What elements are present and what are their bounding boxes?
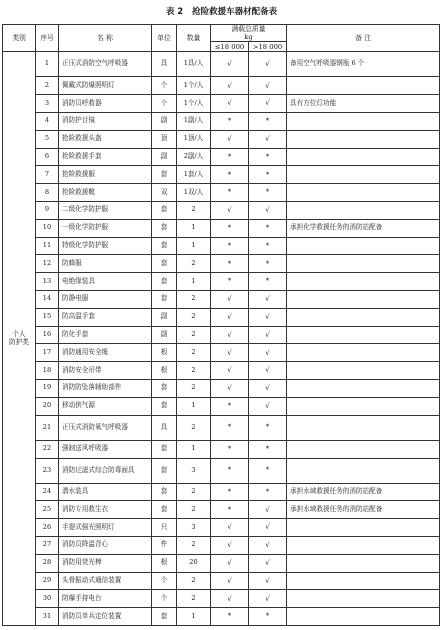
item-name: 抢险救援手套 [59,148,152,166]
item-unit: 个 [152,590,177,608]
item-remark [287,308,440,326]
item-quantity: 3 [177,519,211,537]
item-remark [287,458,440,483]
mark-gt-18000: √ [249,291,287,309]
table-row [3,554,440,572]
item-remark [287,590,440,608]
mark-le-18000: * [211,397,249,415]
item-quantity: 2 [177,362,211,380]
mark-gt-18000: * [249,113,287,131]
mark-gt-18000: √ [249,537,287,555]
item-quantity: 2 [177,483,211,501]
row-number: 10 [36,219,59,237]
mark-gt-18000: * [249,148,287,166]
row-number: 31 [36,608,59,626]
table-row [3,166,440,184]
item-remark [287,537,440,555]
row-number: 16 [36,326,59,344]
item-quantity: 2 [177,501,211,519]
item-remark [287,379,440,397]
item-remark: 备用空气呼吸器钢瓶 6 个 [287,52,440,77]
table-row [3,52,440,77]
mark-le-18000: √ [211,572,249,590]
item-name: 防蜂服 [59,255,152,273]
header-le-18000: ≤18 000 [211,42,249,52]
mark-le-18000: * [211,166,249,184]
row-number: 30 [36,590,59,608]
mark-gt-18000: √ [249,554,287,572]
item-quantity: 2 [177,415,211,440]
item-unit: 套 [152,501,177,519]
item-name: 抢险救援靴 [59,184,152,202]
item-remark [287,572,440,590]
table-row [3,483,440,501]
item-name: 消防通用安全绳 [59,344,152,362]
mark-gt-18000: √ [249,590,287,608]
header-gt-18000: >18 000 [249,42,287,52]
item-name: 消防员单兵定位装置 [59,608,152,626]
table-body [3,52,440,626]
item-remark: 具有方位灯功能 [287,95,440,113]
item-remark [287,291,440,309]
mark-le-18000: * [211,273,249,291]
item-name: 正压式消防空气呼吸器 [59,52,152,77]
mark-le-18000: * [211,113,249,131]
row-number: 14 [36,291,59,309]
table-row [3,273,440,291]
row-number: 7 [36,166,59,184]
item-unit: 套 [152,237,177,255]
mark-gt-18000: √ [249,326,287,344]
item-quantity: 1具/人 [177,52,211,77]
item-name: 防爆手持电台 [59,590,152,608]
item-remark [287,440,440,458]
row-number: 21 [36,415,59,440]
item-quantity: 2 [177,291,211,309]
item-remark [287,184,440,202]
item-name: 强制送风呼吸器 [59,440,152,458]
row-number: 8 [36,184,59,202]
row-number: 9 [36,202,59,220]
mark-gt-18000: * [249,237,287,255]
item-unit: 副 [152,326,177,344]
mark-le-18000: √ [211,519,249,537]
item-name: 潜水装具 [59,483,152,501]
item-quantity: 2 [177,572,211,590]
table-row [3,458,440,483]
item-name: 消防安全吊带 [59,362,152,380]
mark-le-18000: √ [211,202,249,220]
item-quantity: 1双/人 [177,184,211,202]
header-unit: 单位 [152,25,177,52]
mark-le-18000: √ [211,77,249,95]
table-row [3,415,440,440]
mark-le-18000: √ [211,344,249,362]
item-unit: 副 [152,308,177,326]
item-remark [287,415,440,440]
item-remark [287,519,440,537]
item-remark [287,608,440,626]
item-name: 正压式消防氧气呼吸器 [59,415,152,440]
mark-le-18000: √ [211,95,249,113]
header-name: 名 称 [59,25,152,52]
item-name: 特级化学防护服 [59,237,152,255]
item-name: 手提式强光照明灯 [59,519,152,537]
item-name: 抢险救援服 [59,166,152,184]
mark-le-18000: * [211,483,249,501]
table-row [3,113,440,131]
item-remark [287,113,440,131]
item-quantity: 3 [177,458,211,483]
mark-le-18000: * [211,219,249,237]
mark-gt-18000: √ [249,379,287,397]
item-unit: 个 [152,77,177,95]
header-remarks: 备 注 [287,25,440,52]
row-number: 17 [36,344,59,362]
table-row [3,291,440,309]
item-quantity: 2 [177,590,211,608]
item-unit: 套 [152,166,177,184]
item-unit: 根 [152,362,177,380]
table-row [3,501,440,519]
mark-gt-18000: √ [249,362,287,380]
item-remark: 承担水域救援任务的消防站配备 [287,501,440,519]
mark-gt-18000: * [249,458,287,483]
header-category: 类别 [3,25,36,52]
table-row [3,519,440,537]
item-quantity: 1顶/人 [177,130,211,148]
mark-le-18000: * [211,237,249,255]
table-row [3,148,440,166]
row-number: 20 [36,397,59,415]
item-name: 防静电服 [59,291,152,309]
mark-le-18000: √ [211,362,249,380]
row-number: 28 [36,554,59,572]
equipment-table [2,24,440,626]
item-name: 二级化学防护服 [59,202,152,220]
table-row [3,608,440,626]
mark-le-18000: √ [211,130,249,148]
mark-gt-18000: √ [249,308,287,326]
item-name: 头骨振动式通信装置 [59,572,152,590]
table-row [3,130,440,148]
row-number: 15 [36,308,59,326]
mark-gt-18000: √ [249,572,287,590]
row-number: 29 [36,572,59,590]
row-number: 1 [36,52,59,77]
mark-gt-18000: * [249,255,287,273]
mark-le-18000: √ [211,326,249,344]
item-unit: 套 [152,379,177,397]
item-remark [287,273,440,291]
item-remark [287,326,440,344]
row-number: 22 [36,440,59,458]
mark-gt-18000: √ [249,501,287,519]
header-row-1 [3,25,440,42]
item-quantity: 1 [177,397,211,415]
item-remark [287,148,440,166]
row-number: 18 [36,362,59,380]
mark-gt-18000: √ [249,397,287,415]
item-quantity: 2 [177,537,211,555]
table-title [0,2,443,22]
item-unit: 副 [152,113,177,131]
item-name: 电绝缘装具 [59,273,152,291]
table-row [3,255,440,273]
item-quantity: 1副/人 [177,113,211,131]
item-remark [287,202,440,220]
mark-gt-18000: √ [249,344,287,362]
mark-le-18000: √ [211,308,249,326]
item-unit: 副 [152,148,177,166]
item-unit: 双 [152,184,177,202]
item-remark [287,166,440,184]
mark-gt-18000: √ [249,52,287,77]
item-name: 移动供气源 [59,397,152,415]
item-quantity: 2 [177,379,211,397]
item-quantity: 2 [177,308,211,326]
header-quantity: 数量 [177,25,211,52]
item-unit: 套 [152,291,177,309]
mark-le-18000: √ [211,52,249,77]
item-unit: 具 [152,52,177,77]
item-name: 消防过滤式综合防毒面具 [59,458,152,483]
item-name: 防高温手套 [59,308,152,326]
mark-gt-18000: √ [249,77,287,95]
row-number: 2 [36,77,59,95]
item-unit: 套 [152,255,177,273]
category-cell: 个人 防护类 [3,52,36,626]
item-remark [287,397,440,415]
header-load-label: 满载总质量 [231,25,266,33]
item-quantity: 2 [177,255,211,273]
item-unit: 根 [152,344,177,362]
table-row [3,344,440,362]
mark-le-18000: √ [211,379,249,397]
mark-gt-18000: * [249,184,287,202]
item-unit: 套 [152,440,177,458]
item-remark [287,130,440,148]
table-row [3,237,440,255]
mark-le-18000: * [211,255,249,273]
mark-le-18000: * [211,440,249,458]
table-row [3,379,440,397]
mark-gt-18000: * [249,166,287,184]
item-name: 消防员呼救器 [59,95,152,113]
item-quantity: 1 [177,440,211,458]
mark-gt-18000: * [249,440,287,458]
mark-le-18000: √ [211,537,249,555]
row-number: 25 [36,501,59,519]
item-remark [287,554,440,572]
item-quantity: 2副/人 [177,148,211,166]
row-number: 5 [36,130,59,148]
item-quantity: 2 [177,326,211,344]
mark-gt-18000: * [249,483,287,501]
table-caption: 抢险救援车器材配备表 [192,7,278,17]
mark-gt-18000: √ [249,519,287,537]
header-load-group [211,25,287,42]
item-unit: 具 [152,415,177,440]
item-unit: 套 [152,458,177,483]
item-unit: 件 [152,537,177,555]
item-name: 佩戴式防爆照明灯 [59,77,152,95]
item-name: 一级化学防护服 [59,219,152,237]
row-number: 26 [36,519,59,537]
item-unit: 只 [152,519,177,537]
mark-le-18000: √ [211,590,249,608]
item-quantity: 1 [177,219,211,237]
item-name: 抢险救援头盔 [59,130,152,148]
item-name: 消防员降温背心 [59,537,152,555]
item-unit: 顶 [152,130,177,148]
item-name: 消防防坠落辅助部件 [59,379,152,397]
row-number: 11 [36,237,59,255]
item-quantity: 1 [177,273,211,291]
item-unit: 根 [152,554,177,572]
header-no: 序号 [36,25,59,52]
item-remark: 承担化学救援任务的消防站配备 [287,219,440,237]
item-quantity: 1 [177,608,211,626]
item-unit: 个 [152,572,177,590]
header-load-unit: kg [244,33,253,42]
row-number: 27 [36,537,59,555]
table-row [3,219,440,237]
mark-le-18000: * [211,501,249,519]
item-unit: 套 [152,202,177,220]
table-row [3,202,440,220]
table-row [3,184,440,202]
table-row [3,308,440,326]
item-quantity: 1 [177,237,211,255]
table-row [3,95,440,113]
item-remark [287,362,440,380]
item-unit: 个 [152,95,177,113]
item-unit: 套 [152,483,177,501]
table-row [3,537,440,555]
row-number: 19 [36,379,59,397]
table-row [3,397,440,415]
item-quantity: 1套/人 [177,166,211,184]
mark-gt-18000: √ [249,130,287,148]
mark-gt-18000: * [249,273,287,291]
item-name: 消防专用救生衣 [59,501,152,519]
row-number: 23 [36,458,59,483]
item-remark [287,77,440,95]
item-name: 防化手套 [59,326,152,344]
table-row [3,572,440,590]
table-row [3,77,440,95]
item-unit: 套 [152,219,177,237]
mark-gt-18000: √ [249,95,287,113]
item-quantity: 2 [177,344,211,362]
mark-le-18000: * [211,148,249,166]
mark-le-18000: √ [211,291,249,309]
mark-le-18000: * [211,415,249,440]
item-quantity: 1个/人 [177,95,211,113]
table-number: 表 2 [165,7,184,17]
row-number: 13 [36,273,59,291]
table-row [3,590,440,608]
table-row [3,326,440,344]
item-remark [287,237,440,255]
mark-gt-18000: * [249,608,287,626]
mark-le-18000: √ [211,554,249,572]
row-number: 24 [36,483,59,501]
item-quantity: 2 [177,202,211,220]
item-unit: 套 [152,273,177,291]
mark-le-18000: * [211,184,249,202]
item-remark: 承担水域救援任务的消防站配备 [287,483,440,501]
row-number: 4 [36,113,59,131]
row-number: 6 [36,148,59,166]
mark-le-18000: * [211,608,249,626]
item-name: 消防用荧光棒 [59,554,152,572]
mark-gt-18000: * [249,415,287,440]
item-unit: 套 [152,397,177,415]
table-row [3,440,440,458]
table-row [3,362,440,380]
mark-le-18000: * [211,458,249,483]
mark-gt-18000: √ [249,202,287,220]
item-quantity: 1个/人 [177,77,211,95]
item-remark [287,344,440,362]
row-number: 12 [36,255,59,273]
item-unit: 套 [152,608,177,626]
row-number: 3 [36,95,59,113]
item-quantity: 20 [177,554,211,572]
item-remark [287,255,440,273]
item-name: 消防护目镜 [59,113,152,131]
mark-gt-18000: * [249,219,287,237]
